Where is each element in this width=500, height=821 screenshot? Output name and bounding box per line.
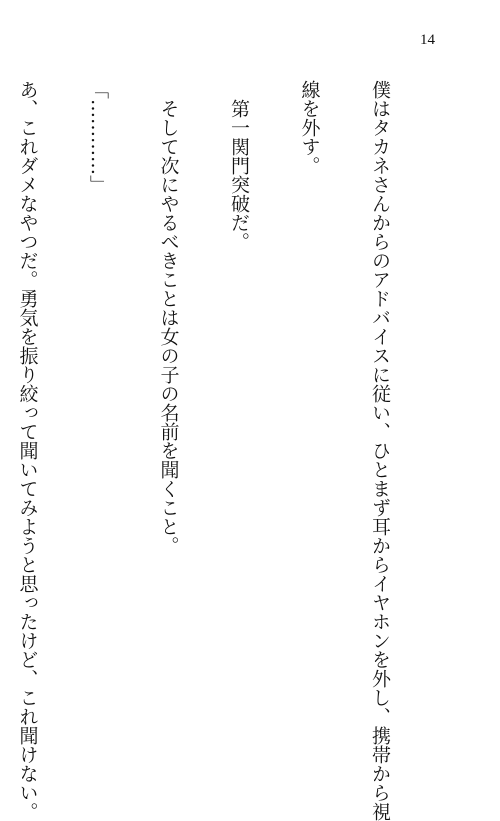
text-line: 線を外す。	[298, 80, 321, 175]
text-line: 第一関門突破だ。	[228, 99, 250, 251]
page-number: 14	[420, 32, 435, 48]
text-line: 「…………」	[87, 80, 109, 194]
text-line: あ、これダメなやつだ。勇気を振り絞って聞いてみようと思ったけど、これ聞けない。	[16, 80, 39, 821]
text-line: そして次にやるべきことは女の子の名前を聞くこと。	[157, 99, 180, 555]
body-text	[0, 80, 438, 821]
text-line: 僕はタカネさんからのアドバイスに従い、ひとまず耳からイヤホンを外し、携帯から視	[369, 80, 391, 821]
